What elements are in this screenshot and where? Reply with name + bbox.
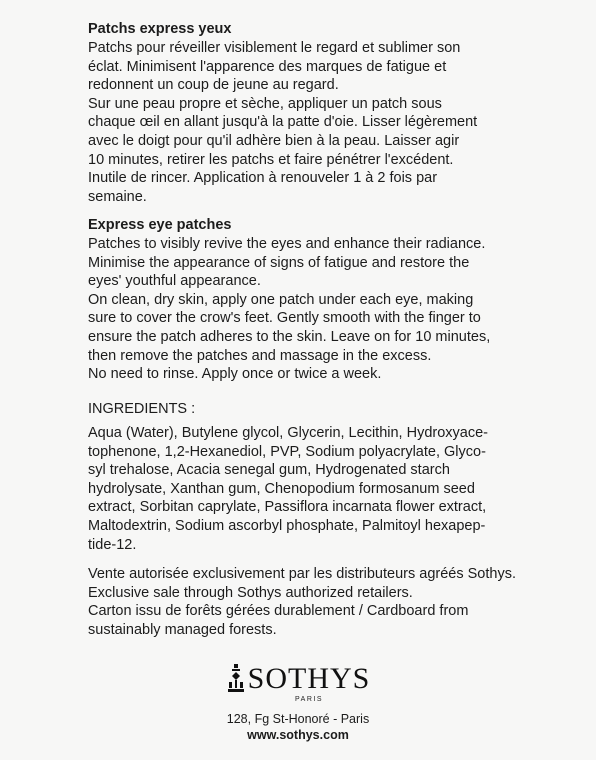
ingredients-heading-block: [88, 400, 518, 419]
english-line: eyes' youthful appearance.: [88, 273, 261, 290]
ingredients-line: Maltodextrin, Sodium ascorbyl phosphate, Palmitoyl hexapep-: [88, 517, 486, 534]
english-line: sure to cover the crow's feet. Gently smooth with the finger to: [88, 310, 481, 327]
english-line: Minimise the appearance of signs of fatigue and restore the: [88, 254, 470, 271]
french-line: Inutile de rincer. Application à renouveler 1 à 2 fois par: [88, 170, 438, 187]
brand-logo: [0, 660, 596, 703]
website-link[interactable]: www.sothys.com: [247, 728, 349, 742]
french-line: 10 minutes, retirer les patchs et faire pénétrer l'excédent.: [88, 151, 454, 168]
address: 128, Fg St-Honoré - Paris: [226, 712, 370, 726]
logo-wordmark: SOTHYS: [247, 662, 371, 695]
ingredients-title: INGREDIENTS :: [88, 401, 196, 417]
french-line: chaque œil en allant jusqu'à la patte d'oie. Lisser légèrement: [88, 114, 478, 131]
ingredients-line: Aqua (Water), Butylene glycol, Glycerin, Lecithin, Hydroxyace-: [88, 425, 488, 441]
legal-line: Exclusive sale through Sothys authorized retailers.: [88, 584, 413, 601]
logo-row: [0, 660, 596, 694]
english-line: ensure the patch adheres to the skin. Leave on for 10 minutes,: [88, 328, 491, 345]
english-line: Patches to visibly revive the eyes and enhance their radiance.: [88, 236, 486, 252]
sothys-emblem-icon: [226, 664, 246, 694]
legal-line: sustainably managed forests.: [88, 621, 277, 638]
english-line: On clean, dry skin, apply one patch under each eye, making: [88, 291, 474, 308]
french-line: Sur une peau propre et sèche, appliquer un patch sous: [88, 95, 442, 112]
english-line: No need to rinse. Apply once or twice a week.: [88, 366, 382, 383]
french-line: éclat. Minimisent l'apparence des marques de fatigue et: [88, 58, 447, 75]
ingredients-line: tide-12.: [88, 536, 137, 553]
ingredients-line: syl trehalose, Acacia senegal gum, Hydrogenated starch: [88, 462, 450, 479]
french-line: Patchs pour réveiller visiblement le regard et sublimer son: [88, 40, 461, 56]
legal-line: Vente autorisée exclusivement par les distributeurs agréés Sothys.: [88, 566, 516, 582]
legal-line: Carton issu de forêts gérées durablement / Cardboard from: [88, 603, 469, 620]
english-section: [88, 216, 518, 384]
french-line: semaine.: [88, 188, 147, 205]
english-title: Express eye patches: [88, 217, 232, 233]
legal-section: [88, 565, 518, 639]
ingredients-line: hydrolysate, Xanthan gum, Chenopodium formosanum seed: [88, 480, 475, 497]
logo-city: PARIS: [295, 696, 323, 703]
english-line: then remove the patches and massage in the excess.: [88, 347, 432, 364]
french-section: [88, 20, 518, 206]
french-line: redonnent un coup de jeune au regard.: [88, 77, 339, 94]
french-title: Patchs express yeux: [88, 21, 232, 37]
ingredients-line: tophenone, 1,2-Hexanediol, PVP, Sodium polyacrylate, Glyco-: [88, 443, 486, 460]
french-line: avec le doigt pour qu'il adhère bien à la peau. Laisser agir: [88, 132, 460, 149]
ingredients-line: extract, Sorbitan caprylate, Passiflora incarnata flower extract,: [88, 499, 487, 516]
ingredients-section: [88, 424, 518, 554]
